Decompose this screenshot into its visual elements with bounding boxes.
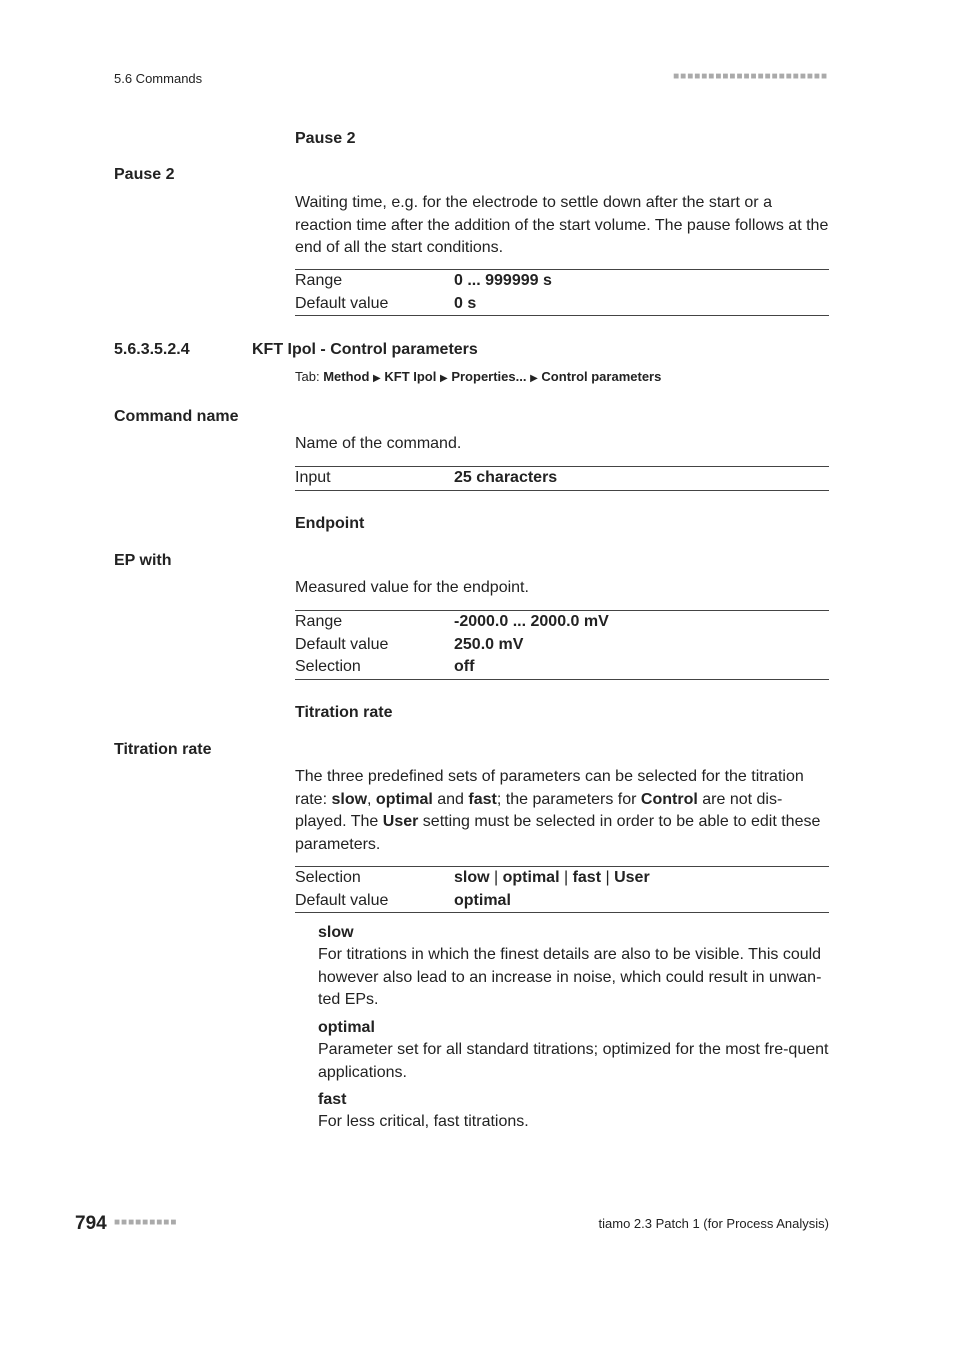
table-row [295, 634, 829, 657]
triangle-right-icon: ▶ [440, 373, 448, 384]
titration-rate-side-label: Titration rate [114, 741, 212, 758]
option-title-fast: fast [318, 1091, 347, 1108]
param-value: optimal [454, 891, 511, 909]
triangle-right-icon: ▶ [530, 373, 538, 384]
desc-term-control: Control [640, 790, 698, 808]
param-value-selection [454, 867, 829, 890]
param-key: Input [295, 469, 331, 487]
option-desc-optimal: Parameter set for all standard titrations; optimized for the most fre-quent applications. [318, 1041, 829, 1081]
param-key: Default value [295, 891, 389, 909]
param-key: Default value [295, 294, 389, 312]
ep-with-parameter-table [295, 610, 829, 680]
desc-term-optimal: optimal [375, 790, 433, 808]
section-number: 5.6.3.5.2.4 [114, 341, 190, 358]
endpoint-subheading: Endpoint [295, 515, 365, 532]
desc-text: ; the parameters for [496, 790, 641, 808]
option-title-slow: slow [318, 924, 354, 941]
pause-side-label: Pause 2 [114, 166, 175, 183]
desc-term-fast: fast [468, 790, 497, 808]
command-name-description: Name of the command. [295, 435, 462, 452]
ep-with-side-label: EP with [114, 552, 172, 569]
tab-path-control-parameters: Control parameters [541, 369, 662, 384]
selection-separator: | [494, 869, 499, 887]
running-header-section: 5.6 Commands [114, 71, 203, 86]
option-desc-slow: For titrations in which the finest details are also to be visible. This could however also lead to an increase in noise, which could result in unwan-ted EPs. [318, 946, 822, 1008]
table-row [295, 293, 829, 316]
table-row [295, 270, 829, 293]
param-key: Default value [295, 635, 389, 653]
param-value: 0 s [454, 294, 477, 312]
selection-separator: | [563, 869, 569, 887]
desc-term-slow: slow [331, 790, 368, 808]
table-row [295, 890, 829, 913]
section-title: KFT Ipol - Control parameters [252, 341, 478, 358]
footer-dots: ■■■■■■■■■ [114, 1217, 178, 1228]
param-value: 250.0 mV [454, 635, 524, 653]
option-desc-fast: For less critical, fast titrations. [318, 1113, 529, 1130]
param-value: -2000.0 ... 2000.0 mV [454, 613, 609, 631]
pause-subheading: Pause 2 [295, 130, 356, 147]
pause-parameter-table [295, 269, 829, 316]
titration-rate-parameter-table [295, 866, 829, 913]
page-number: 794 [75, 1213, 107, 1234]
table-row [295, 611, 829, 634]
ep-with-description: Measured value for the endpoint. [295, 579, 529, 596]
desc-text: and [432, 790, 469, 808]
desc-text: , [367, 790, 376, 808]
param-key: Range [295, 272, 343, 290]
desc-text: The three predefined sets of parameters can be selected for the titration rate: [295, 768, 804, 808]
pause-description: Waiting time, e.g. for the electrode to settle down after the start or a reaction time after the addition of the start volume. The pause follows at the end of all the start conditions. [295, 194, 829, 256]
tab-path-method: Method [323, 369, 370, 384]
table-row [295, 867, 829, 890]
selection-option: User [614, 869, 650, 887]
running-header-dots: ■■■■■■■■■■■■■■■■■■■■■■ [673, 71, 828, 82]
param-value: off [454, 658, 475, 676]
param-key: Selection [295, 658, 361, 676]
selection-option: slow [454, 869, 490, 887]
param-key: Range [295, 613, 343, 631]
selection-option: fast [572, 869, 602, 887]
table-row [295, 656, 829, 679]
param-value: 25 characters [454, 469, 558, 487]
desc-text: setting must be selected in order to be able to edit these parameters. [295, 813, 821, 853]
selection-separator: | [605, 869, 610, 887]
param-key: Selection [295, 869, 361, 887]
tab-prefix: Tab: [295, 369, 320, 384]
selection-option: optimal [502, 869, 560, 887]
footer-product: tiamo 2.3 Patch 1 (for Process Analysis) [598, 1216, 829, 1231]
titration-rate-subheading: Titration rate [295, 704, 393, 721]
table-row [295, 467, 829, 491]
command-name-side-label: Command name [114, 408, 239, 425]
tab-path [295, 369, 661, 384]
titration-rate-description [295, 766, 829, 856]
tab-path-properties: Properties... [451, 369, 527, 384]
triangle-right-icon: ▶ [373, 373, 381, 384]
tab-path-kft-ipol: KFT Ipol [384, 369, 437, 384]
desc-text: are not dis-played. The [295, 790, 783, 830]
param-value: 0 ... 999999 s [454, 272, 552, 290]
desc-term-user: User [382, 813, 419, 830]
command-name-parameter-table [295, 466, 829, 491]
option-title-optimal: optimal [318, 1019, 375, 1036]
